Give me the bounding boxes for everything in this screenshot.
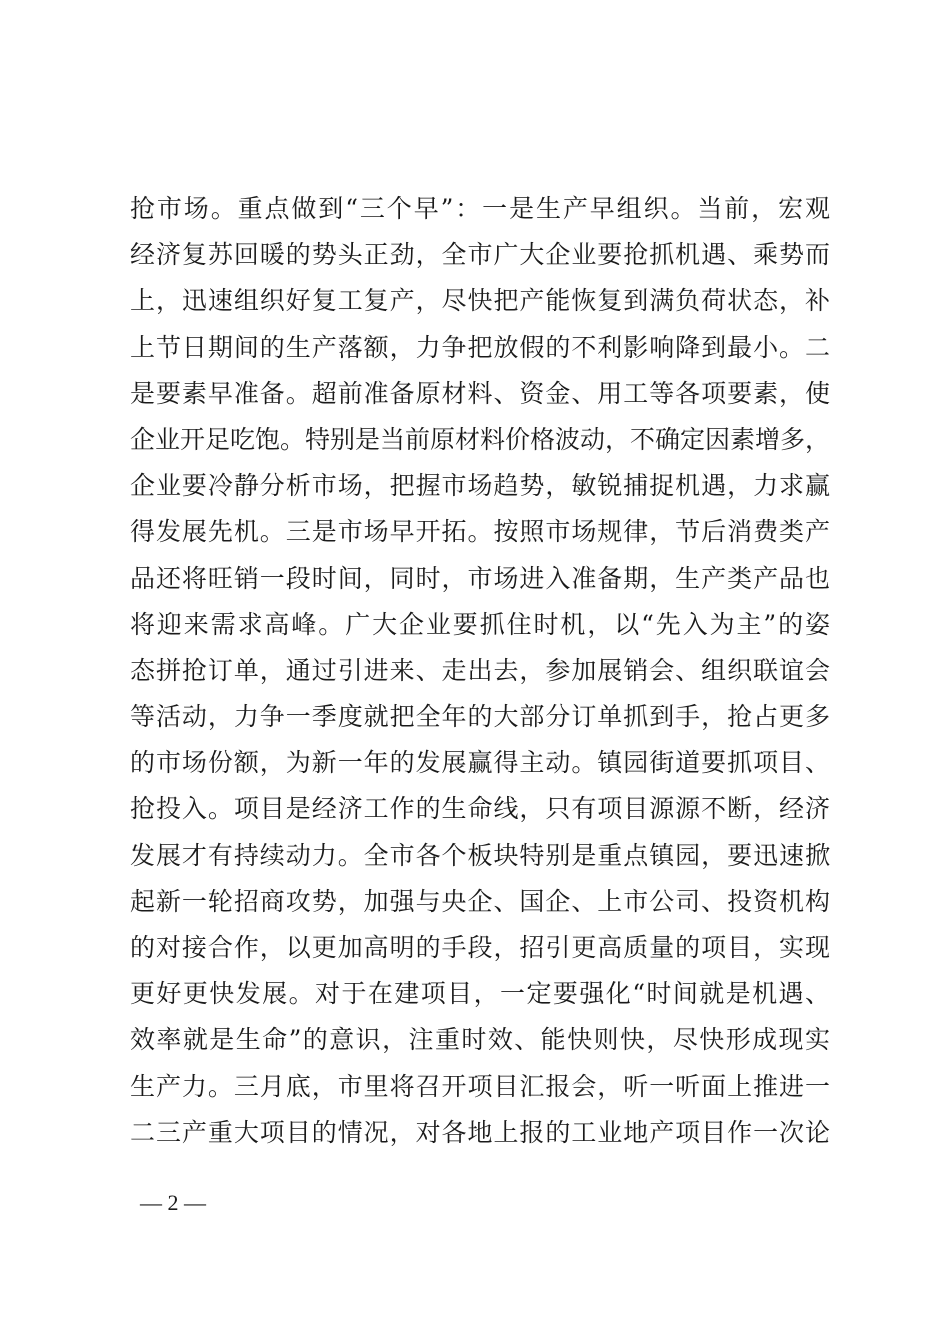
text-line: 上节日期间的生产落额，力争把放假的不利影响降到最小。二 bbox=[130, 332, 830, 362]
text-line: 抢投入。项目是经济工作的生命线，只有项目源源不断，经济 bbox=[130, 794, 830, 824]
text-line: 抢市场。重点做到“三个早”：一是生产早组织。当前，宏观 bbox=[130, 194, 830, 223]
text-line: 企业要冷静分析市场，把握市场趋势，敏锐捕捉机遇，力求赢 bbox=[130, 471, 830, 501]
text-line: 效率就是生命”的意识，注重时效、能快则快，尽快形成现实 bbox=[130, 1025, 830, 1055]
text-line: 起新一轮招商攻势，加强与央企、国企、上市公司、投资机构 bbox=[130, 886, 830, 916]
text-line: 等活动，力争一季度就把全年的大部分订单抓到手，抢占更多 bbox=[130, 702, 830, 732]
text-line: 的市场份额，为新一年的发展赢得主动。镇园街道要抓项目、 bbox=[130, 748, 830, 778]
text-line: 生产力。三月底，市里将召开项目汇报会，听一听面上推进一 bbox=[130, 1071, 830, 1101]
text-line: 二三产重大项目的情况，对各地上报的工业地产项目作一次论 bbox=[130, 1117, 830, 1147]
text-line: 上，迅速组织好复工复产，尽快把产能恢复到满负荷状态，补 bbox=[130, 286, 830, 316]
text-line: 更好更快发展。对于在建项目，一定要强化“时间就是机遇、 bbox=[130, 979, 830, 1009]
body-text bbox=[130, 186, 830, 1156]
text-line: 发展才有持续动力。全市各个板块特别是重点镇园，要迅速掀 bbox=[130, 840, 830, 870]
text-line: 企业开足吃饱。特别是当前原材料价格波动，不确定因素增多， bbox=[130, 424, 831, 454]
page-number: — 2 — bbox=[140, 1190, 206, 1215]
text-line: 的对接合作，以更加高明的手段，招引更高质量的项目，实现 bbox=[130, 933, 830, 962]
text-line: 将迎来需求高峰。广大企业要抓住时机，以“先入为主”的姿 bbox=[130, 609, 830, 639]
text-line: 是要素早准备。超前准备原材料、资金、用工等各项要素，使 bbox=[130, 378, 830, 408]
text-line: 经济复苏回暖的势头正劲，全市广大企业要抢抓机遇、乘势而 bbox=[130, 240, 830, 270]
text-line: 得发展先机。三是市场早开拓。按照市场规律，节后消费类产 bbox=[130, 517, 830, 547]
text-line: 态拼抢订单，通过引进来、走出去，参加展销会、组织联谊会 bbox=[130, 655, 830, 685]
text-line: 品还将旺销一段时间，同时，市场进入准备期，生产类产品也 bbox=[130, 563, 830, 593]
